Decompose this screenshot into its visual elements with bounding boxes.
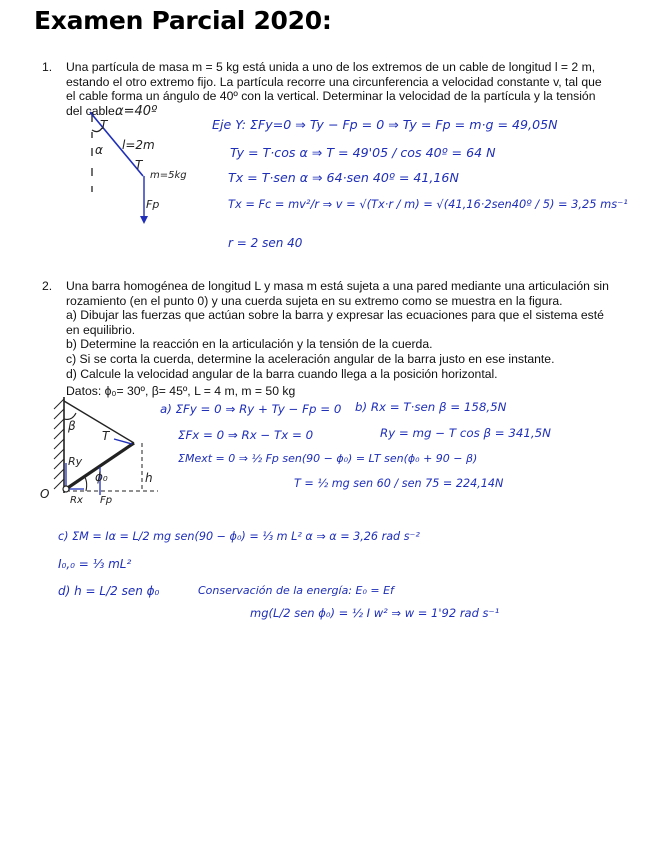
- origin-label: O: [40, 487, 50, 501]
- fp-label: Fp: [100, 495, 113, 506]
- p2-solution-b-2: Ry = mg − T cos β = 341,5N: [380, 426, 551, 440]
- problem-2-line-5: d) Calcule la velocidad angular de la barra cuando llega a la posición horizontal.: [66, 366, 498, 381]
- p1-solution-line-3: Tx = T·sen α ⇒ 64·sen 40º = 41,16N: [228, 170, 459, 185]
- page-title: Examen Parcial 2020:: [34, 6, 332, 35]
- p2-solution-d-2: Conservación de la energía: E₀ = Ef: [198, 584, 394, 597]
- mass-label: m=5kg: [150, 170, 187, 181]
- problem-2-line-1: Una barra homogénea de longitud L y masa m está sujeta a una pared mediante una articulación sin rozamiento (en el punto 0) y una cuerda sujeta en su extremo como se muestra en la figura.: [66, 279, 609, 308]
- problem-2-datos: Datos: ϕ₀= 30º, β= 45º, L = 4 m, m = 50 kg: [66, 384, 296, 399]
- problem-2-number: 2.: [42, 279, 53, 293]
- p2-solution-b-1: b) Rx = T·sen β = 158,5N: [355, 400, 507, 414]
- length-label: l=2m: [122, 138, 155, 152]
- p1-solution-line-4: Tx = Fc = mv²/r ⇒ v = √(Tx·r / m) = √(41,16·2sen40º / 5) = 3,25 ms⁻¹: [228, 197, 628, 211]
- p2-solution-c-2: I₀,₀ = ⅓ mL²: [58, 557, 132, 571]
- phi-label: ϕ₀: [95, 470, 108, 484]
- beta-label: β: [68, 419, 76, 433]
- problem-1-number: 1.: [42, 60, 53, 74]
- rx-label: Rx: [70, 495, 83, 506]
- p2-solution-a-3: ΣMext = 0 ⇒ ½ Fp sen(90 − ϕ₀) = LT sen(ϕ₀ + 90 − β): [178, 452, 478, 465]
- problem-1-text: Una partícula de masa m = 5 kg está unida a uno de los extremos de un cable de longitud l = 2 m, estando el otro extremo fijo. La partícula recorre una circunferencia a velocidad constante v, tal que el cable forma un ángulo de 40º con la vertical. Determinar la velocidad de la partícula y la tensión del cable.: [66, 60, 602, 118]
- problem-2-diagram: [30, 395, 170, 510]
- alpha-angle-label: α=40º: [115, 104, 158, 119]
- p2-solution-d-1: d) h = L/2 sen ϕ₀: [58, 584, 160, 598]
- problem-2-line-4: c) Si se corta la cuerda, determine la aceleración angular de la barra justo en ese instante.: [66, 351, 555, 366]
- p1-solution-line-1: Eje Y: ΣFy=0 ⇒ Ty − Fp = 0 ⇒ Ty = Fp = m·g = 49,05N: [212, 117, 558, 132]
- height-label: h: [145, 471, 153, 485]
- tension-label-top: T: [100, 118, 108, 132]
- tension-label: T: [102, 429, 110, 443]
- problem-2-line-2: a) Dibujar las fuerzas que actúan sobre la barra y expresar las ecuaciones para que el sistema esté en equilibrio.: [66, 308, 604, 337]
- p2-solution-d-3: mg(L/2 sen ϕ₀) = ½ I w² ⇒ w = 1'92 rad s⁻¹: [250, 606, 500, 620]
- alpha-label: α: [95, 143, 103, 157]
- p2-solution-c-1: c) ΣM = Iα = L/2 mg sen(90 − ϕ₀) = ⅓ m L² α ⇒ α = 3,26 rad s⁻²: [58, 530, 420, 543]
- p1-solution-line-5: r = 2 sen 40: [228, 236, 303, 250]
- problem-2-statement: [66, 279, 611, 399]
- p1-solution-line-2: Ty = T·cos α ⇒ T = 49'05 / cos 40º = 64 N: [230, 145, 496, 160]
- problem-2-line-3: b) Determine la reacción en la articulación y la tensión de la cuerda.: [66, 337, 433, 352]
- p2-solution-a-1: a) ΣFy = 0 ⇒ Ry + Ty − Fp = 0: [160, 402, 342, 416]
- tension-label-mass: T: [135, 158, 143, 172]
- p2-solution-a-4: T = ½ mg sen 60 / sen 75 = 224,14N: [294, 477, 504, 490]
- ry-label: Ry: [68, 455, 83, 468]
- weight-label: Fp: [146, 198, 160, 211]
- p2-solution-a-2: ΣFx = 0 ⇒ Rx − Tx = 0: [178, 428, 314, 442]
